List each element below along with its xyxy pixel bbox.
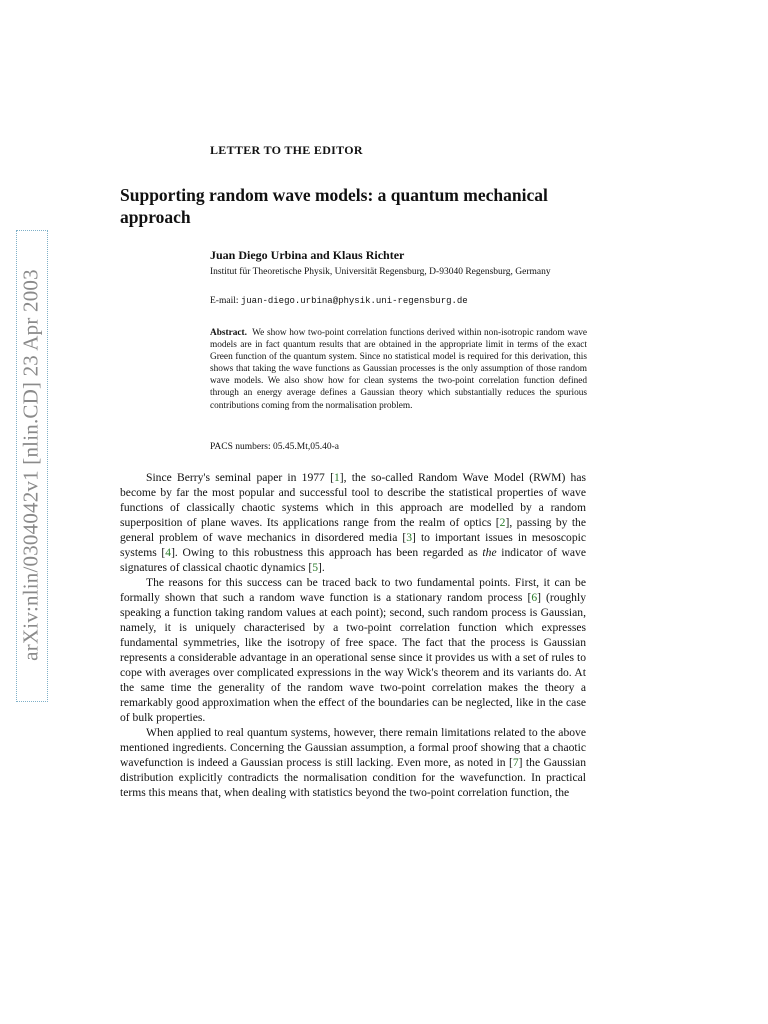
citation-link[interactable]: 7 <box>512 756 519 769</box>
text-run: Since Berry's seminal paper in 1977 [ <box>146 471 334 484</box>
article-type: LETTER TO THE EDITOR <box>210 143 363 157</box>
email-line <box>210 296 468 306</box>
text-run: When applied to real quantum systems, however, there remain limitations related to the above mentioned ingredients. Concerning the Gaussian assumption, a formal proof showing that a chaotic wavefunction is indeed a Gaussian process is still lacking. Even more, as noted in [ <box>120 726 586 769</box>
citation-link[interactable]: 5 <box>312 561 318 574</box>
email-address[interactable]: juan-diego.urbina@physik.uni-regensburg.de <box>240 296 468 306</box>
pacs-numbers: PACS numbers: 05.45.Mt,05.40-a <box>210 442 339 452</box>
abstract <box>210 327 587 412</box>
text-run: ] the Gaussian distribution explicitly contradicts the normalisation condition for the wavefunction. In practical terms this means that, when dealing with statistics beyond the two-point correlation function, the <box>120 756 587 799</box>
arxiv-stamp <box>0 230 68 710</box>
citation-link[interactable]: 3 <box>406 531 413 544</box>
citation-link[interactable]: 2 <box>499 516 506 529</box>
affiliation: Institut für Theoretische Physik, Universität Regensburg, D-93040 Regensburg, Germany <box>210 267 551 277</box>
text-run: ], passing by the general problem of wave mechanics in disordered media [ <box>120 516 586 544</box>
text-run: The reasons for this success can be traced back to two fundamental points. First, it can be formally shown that such a random wave function is a stationary random process [ <box>120 576 586 604</box>
emphasis: the <box>482 546 497 559</box>
paper-title: Supporting random wave models: a quantum mechanical approach <box>120 185 548 227</box>
paragraph-1 <box>120 470 586 575</box>
email-label: E-mail: <box>210 296 239 306</box>
authors: Juan Diego Urbina and Klaus Richter <box>210 248 405 262</box>
text-run: ] to important issues in mesoscopic systems [ <box>120 531 587 559</box>
paragraph-3 <box>120 725 586 800</box>
citation-link[interactable]: 4 <box>165 546 172 559</box>
abstract-text: We show how two-point correlation functions derived within non-isotropic random wave models are in fact quantum results that are obtained in the appropriate limit in terms of the exact Green function of the quantum system. Since no statistical model is required for this derivation, this shows that taking the wave functions as Gaussian processes is the only assumption of those random wave models. We also show how for clean systems the two-point correlation function defined through an energy average defines a Gaussian theory which substantially reduces the spurious contributions coming from the normalisation problem. <box>210 328 587 411</box>
paragraph-2 <box>120 575 586 725</box>
main-text <box>120 470 586 800</box>
citation-link[interactable]: 6 <box>531 591 538 604</box>
text-run: ]. <box>318 561 325 574</box>
text-run: ], the so-called Random Wave Model (RWM) has become by far the most popular and successful tool to describe the statistical properties of wave functions of classically chaotic systems which in this approach are modelled by a random superposition of plane waves. Its applications range from the realm of optics [ <box>120 471 586 529</box>
text-run: indicator of wave signatures of classical chaotic dynamics [ <box>120 546 586 574</box>
arxiv-identifier: arXiv:nlin/0304042v1 [nlin.CD] 23 Apr 2003 <box>18 269 43 661</box>
text-run: ] (roughly speaking a function taking random values at each point); second, such random process is Gaussian, namely, it is uniquely characterised by a two-point correlation function which expresses fundamental symmetries, like the isotropy of free space. The fact that the process is Gaussian represents a considerable advantage in an operational sense since it provides us with a set of rules to cope with averages over complicated expressions in the way Wick's theorem and its variants do. At the same time the generality of the random wave two-point correlation makes the theory a remarkably good approximation when the effect of the boundaries can be neglected, like in the case of bulk properties. <box>120 591 586 724</box>
citation-link[interactable]: 1 <box>333 471 340 484</box>
abstract-label: Abstract. <box>210 328 247 338</box>
text-run: ]. Owing to this robustness this approach has been regarded as <box>171 546 483 559</box>
